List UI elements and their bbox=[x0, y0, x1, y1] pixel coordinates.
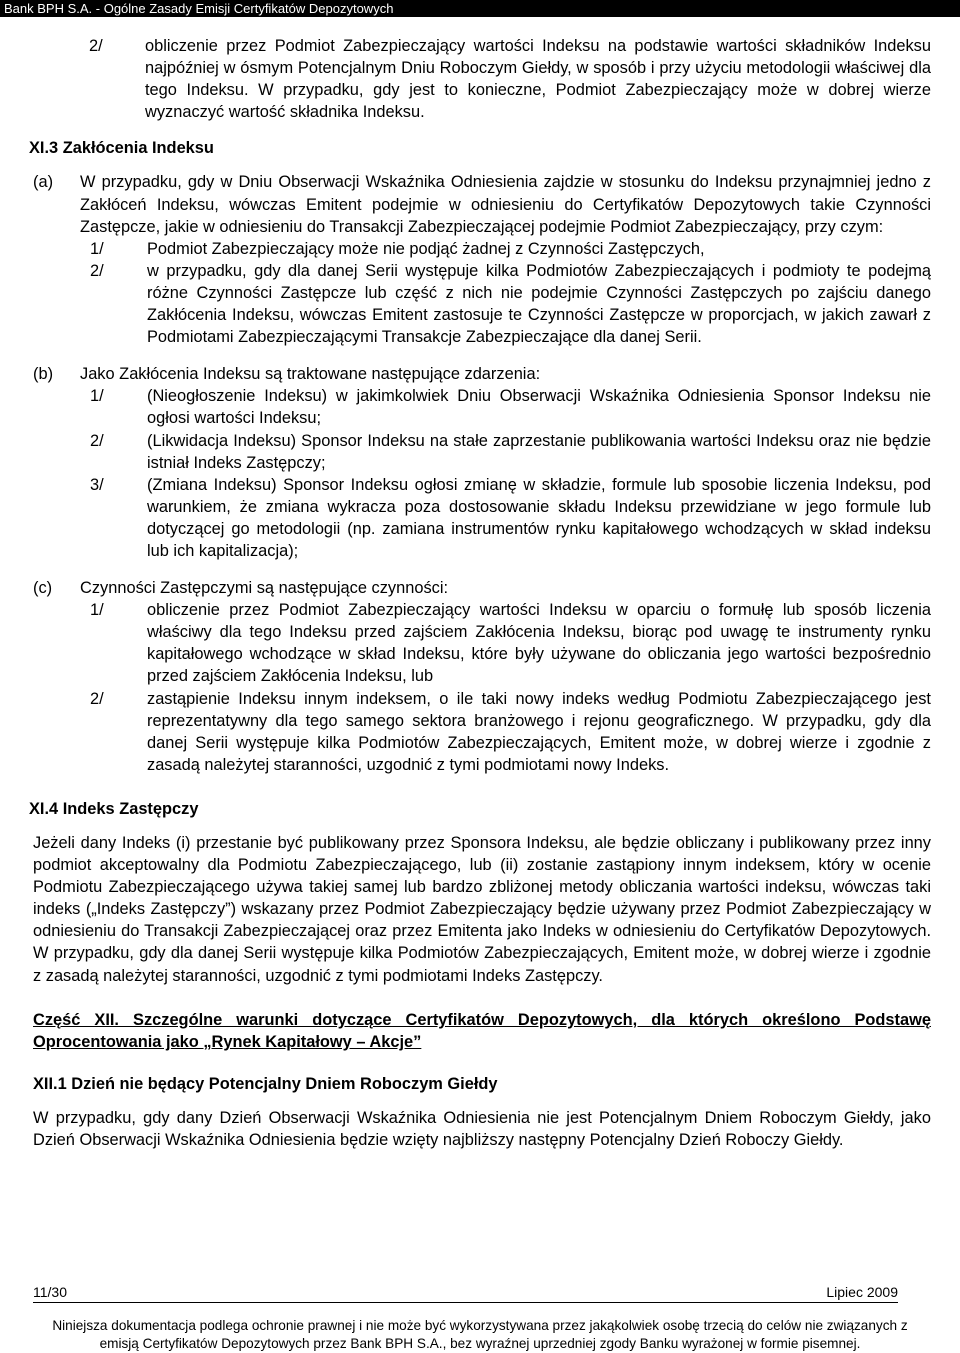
clause-b bbox=[33, 363, 931, 385]
list-item bbox=[33, 688, 931, 776]
list-item bbox=[33, 474, 931, 562]
section-paragraph: W przypadku, gdy dany Dzień Obserwacji Wskaźnika Odniesienia nie jest Potencjalnym Dniem Roboczym Giełdy, jako Dzień Obserwacji Wskaźnika Odniesienia będzie wzięty najbliższy następny Potencjalny Dzień Roboczy Giełdy. bbox=[33, 1108, 931, 1150]
section-heading-xi3: XI.3 Zakłócenia Indeksu bbox=[29, 139, 214, 158]
intro-list-item bbox=[33, 35, 931, 123]
list-item bbox=[33, 238, 931, 260]
list-number: 2/ bbox=[90, 261, 104, 280]
list-number: 1/ bbox=[90, 601, 104, 620]
footer-divider bbox=[33, 1302, 898, 1303]
list-number: 2/ bbox=[90, 431, 104, 450]
clause-c bbox=[33, 577, 931, 599]
list-item bbox=[33, 385, 931, 429]
list-number: 1/ bbox=[90, 387, 104, 406]
clause-text: Jako Zakłócenia Indeksu są traktowane następujące zdarzenia: bbox=[80, 365, 541, 384]
section-heading-xi4: XI.4 Indeks Zastępczy bbox=[29, 799, 199, 818]
list-item-text: (Nieogłoszenie Indeksu) w jakimkolwiek Dniu Obserwacji Wskaźnika Odniesienia Sponsor Indeksu nie ogłosi wartości Indeksu; bbox=[147, 387, 931, 428]
part-title: Część XII. Szczególne warunki dotyczące Certyfikatów Depozytowych, dla których określono Podstawę Oprocentowania jako „Rynek Kapitałowy – Akcje” bbox=[33, 1010, 931, 1051]
list-item bbox=[33, 260, 931, 348]
list-item bbox=[33, 599, 931, 687]
section-heading-xii1: XII.1 Dzień nie będący Potencjalny Dniem Roboczym Giełdy bbox=[33, 1074, 498, 1093]
clause-text: W przypadku, gdy w Dniu Obserwacji Wskaźnika Odniesienia zajdzie w stosunku do Indeksu przynajmniej jedno z Zakłóceń Indeksu, wówczas Emitent podejmie w odniesieniu do Certyfikatów Depozytowych takie Czynności Zastępcze, jakie w odniesieniu do Transakcji Zabezpieczającej podejmie Podmiot Zabezpieczający, przy czym: bbox=[80, 173, 931, 236]
clause-label: (c) bbox=[33, 579, 53, 598]
list-item-text: Podmiot Zabezpieczający może nie podjąć żadnej z Czynności Zastępczych, bbox=[147, 239, 705, 258]
list-item bbox=[33, 430, 931, 474]
list-number: 3/ bbox=[90, 475, 104, 494]
list-number: 2/ bbox=[90, 689, 104, 708]
document-body bbox=[29, 35, 931, 1151]
list-item-text: (Zmiana Indeksu) Sponsor Indeksu ogłosi zmianę w składzie, formule lub sposobie liczenia Indeksu, pod warunkiem, że zmiana wykracza poza dostosowanie składu Indeksu przewidziane w jego formule lub dotyczącej go metodologii (np. zamiana instrumentów rynku kapitałowego wchodzących w skład indeksu lub ich kapitalizacja); bbox=[147, 475, 931, 560]
page-number: 11/30 bbox=[33, 1284, 67, 1300]
section-paragraph: Jeżeli dany Indeks (i) przestanie być publikowany przez Sponsora Indeksu, ale będzie obliczany i publikowany przez inny podmiot akceptowalny dla Podmiotu Zabezpieczającego, lub (ii) zostanie zastąpiony innym indeksem, który w ocenie Podmiotu Zabezpieczającego używa takiej samej lub bardzo zbliżonej metody obliczania wartości indeksu, wówczas taki indeks („Indeks Zastępczy”) wskazany przez Podmiot Zabezpieczający będzie używany przez Podmiot Zabezpieczający w odniesieniu do Transakcji Zabezpieczającej oraz przez Emitenta jako Indeks w odniesieniu do Certyfikatów Depozytowych. W przypadku, gdy dla danej Serii występuje kilka Podmiotów Zabezpieczających, Emitent może, w dobrej wierze i zgodnie z zasadą należytej staranności, uzgodnić z tymi podmiotami Indeks Zastępczy. bbox=[33, 834, 931, 985]
list-item-text: w przypadku, gdy dla danej Serii występuje kilka Podmiotów Zabezpieczających i podmioty te podejmą różne Czynności Zastępcze lub część z nich nie podejmie Czynności Zastępczych po zajściu danego Zakłócenia Indeksu, wówczas Emitent zastosuje te Czynności Zastępcze w proporcjach, w jakich zawarł z Podmiotami Zabezpieczającymi Transakcje Zabezpieczające dla danej Serii. bbox=[147, 261, 931, 347]
page-footer bbox=[33, 1283, 898, 1301]
clause-text: Czynności Zastępczymi są następujące czynności: bbox=[80, 579, 449, 598]
clause-a bbox=[33, 171, 931, 237]
legal-notice bbox=[0, 1317, 960, 1353]
legal-notice-line: Niniejsza dokumentacja podlega ochronie prawnej i nie może być wykorzystywana przez jakąkolwiek osobę trzecią do celów nie związanych z bbox=[52, 1318, 908, 1333]
list-item-text: obliczenie przez Podmiot Zabezpieczający wartości Indeksu w oparciu o formułę lub sposób liczenia właściwy dla tego Indeksu przed zajściem Zakłócenia Indeksu, biorąc pod uwagę te instrumenty rynku kapitałowego wchodzące w skład Indeksu, które były używane do obliczania jego wartości bezpośrednio przed zajściem Zakłócenia Indeksu, lub bbox=[147, 601, 931, 686]
list-number: 2/ bbox=[89, 37, 103, 55]
document-date: Lipiec 2009 bbox=[826, 1284, 898, 1300]
clause-label: (b) bbox=[33, 365, 54, 384]
legal-notice-line: emisją Certyfikatów Depozytowych przez Bank BPH S.A., bez wyraźnej uprzedniej zgody Banku wyrażonej w formie pisemnej. bbox=[99, 1336, 861, 1351]
clause-label: (a) bbox=[33, 173, 54, 192]
list-number: 1/ bbox=[90, 239, 104, 258]
document-header: Bank BPH S.A. - Ogólne Zasady Emisji Certyfikatów Depozytowych bbox=[0, 0, 960, 17]
list-item-text: (Likwidacja Indeksu) Sponsor Indeksu na stałe zaprzestanie publikowania wartości Indeksu oraz nie będzie istniał Indeks Zastępczy; bbox=[147, 431, 931, 472]
list-item-text: zastąpienie Indeksu innym indeksem, o ile taki nowy indeks według Podmiotu Zabezpieczającego jest reprezentatywny dla tego samego sektora branżowego i rejonu geograficznego. W przypadku, gdy dla danej Serii występuje kilka Podmiotów Zabezpieczających, Emitent może, w dobrej wierze i zgodnie z zasadą należytej staranności, uzgodnić z tymi podmiotami nowy Indeks. bbox=[147, 689, 931, 774]
list-item-text: obliczenie przez Podmiot Zabezpieczający wartości Indeksu na podstawie wartości składników Indeksu najpóźniej w ósmym Potencjalnym Dniu Roboczym Giełdy, w sposób i przy użyciu metodologii właściwej dla tego Indeksu. W przypadku, gdy jest to konieczne, Podmiot Zabezpieczający może w dobrej wierze wyznaczyć wartość składnika Indeksu. bbox=[145, 37, 931, 122]
